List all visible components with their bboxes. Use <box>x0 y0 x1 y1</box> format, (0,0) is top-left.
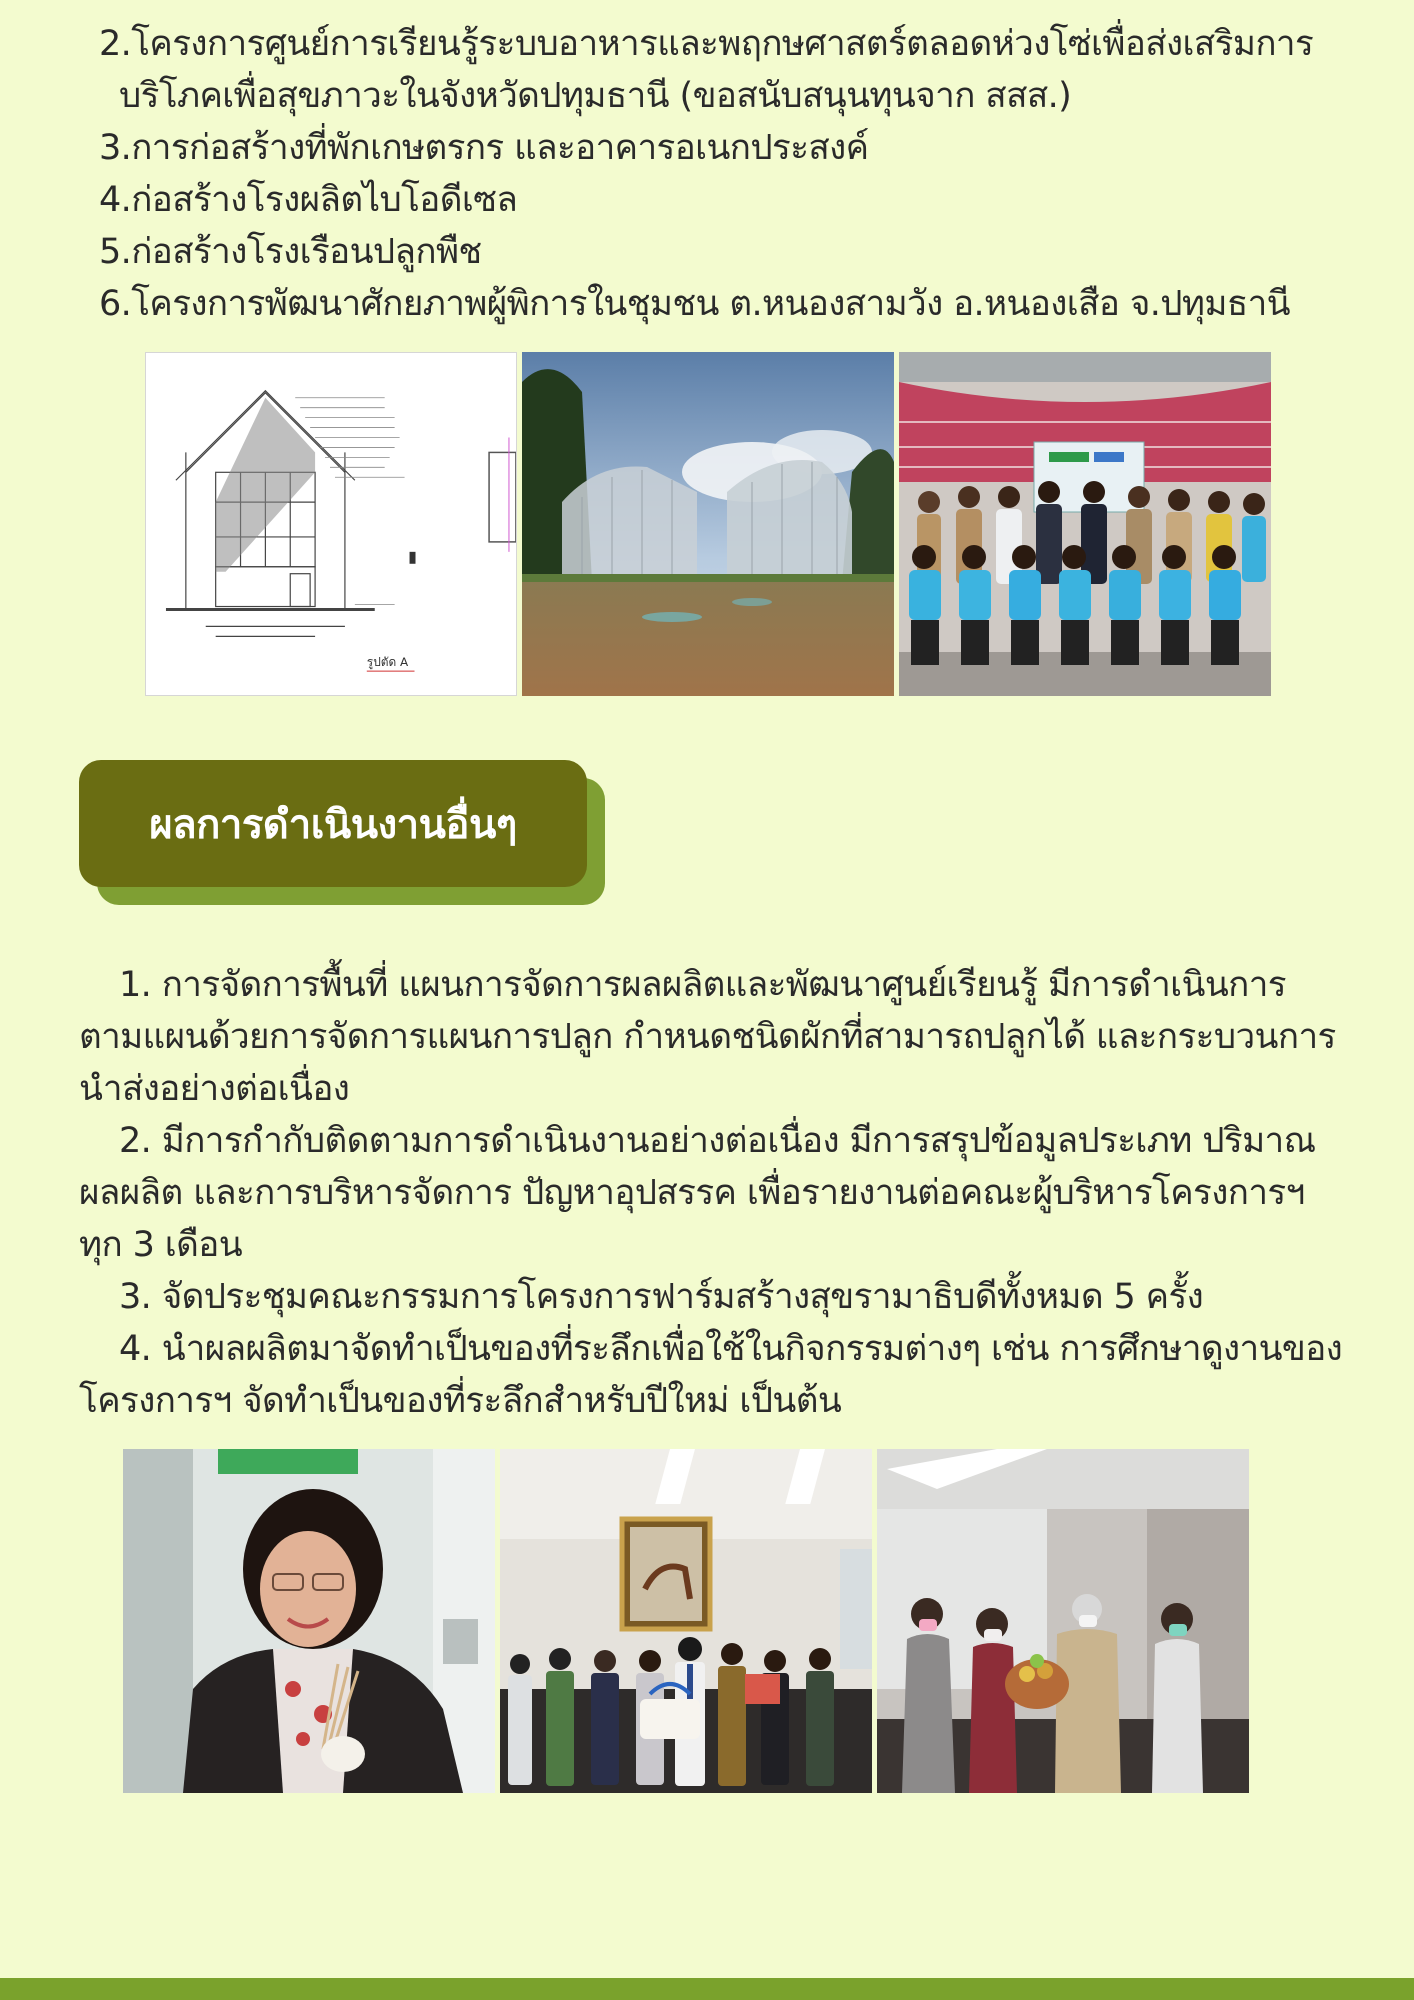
activity-photo-row <box>123 1449 1249 1793</box>
project-item-2 <box>99 18 1359 70</box>
portrait-image <box>123 1449 495 1793</box>
building-section-drawing <box>145 352 517 696</box>
result-paragraph-1: 1. การจัดการพื้นที่ แผนการจัดการผลผลิตและพัฒนาศูนย์เรียนรู้ มีการดำเนินการตามแผนด้วยการจัดการแผนการปลูก กำหนดชนิดผักที่สามารถปลูกได้ และกระบวนการนำส่งอย่างต่อเนื่อง <box>79 965 1336 1109</box>
result-paragraph-3: 3. จัดประชุมคณะกรรมการโครงการฟาร์มสร้างสุขรามาธิบดีทั้งหมด 5 ครั้ง <box>119 1277 1204 1317</box>
results-list <box>79 959 1349 1427</box>
project-item-5 <box>99 226 1359 278</box>
project-item-6 <box>99 278 1359 330</box>
group-photo-image <box>899 352 1271 696</box>
souvenir-portrait-photo <box>123 1449 495 1793</box>
project-item-2-continued <box>99 70 1359 122</box>
section-heading-box <box>79 760 587 887</box>
project-item-text: 6.โครงการพัฒนาศักยภาพผู้พิการในชุมชน ต.หนองสามวัง อ.หนองเสือ จ.ปทุมธานี <box>99 284 1290 324</box>
souvenir-presentation-office-photo <box>500 1449 872 1793</box>
greenhouse-image <box>522 352 894 696</box>
project-item-text: บริโภคเพื่อสุขภาวะในจังหวัดปทุมธานี (ขอสนับสนุนทุนจาก สสส.) <box>119 76 1072 116</box>
section-heading: ผลการดำเนินงานอื่นๆ <box>149 801 517 848</box>
project-item-text: 3.การก่อสร้างที่พักเกษตรกร และอาคารอเนกประสงค์ <box>99 128 869 168</box>
project-item-text: 2.โครงการศูนย์การเรียนรู้ระบบอาหารและพฤกษศาสตร์ตลอดห่วงโซ่เพื่อส่งเสริมการ <box>99 24 1314 64</box>
blueprint-drawing <box>146 353 516 695</box>
result-paragraph-4: 4. นำผลผลิตมาจัดทำเป็นของที่ระลึกเพื่อใช้ในกิจกรรมต่างๆ เช่น การศึกษาดูงานของโครงการฯ จัดทำเป็นของที่ระลึกสำหรับปีใหม่ เป็นต้น <box>79 1329 1343 1421</box>
project-photo-row <box>145 352 1271 696</box>
project-item-text: 4.ก่อสร้างโรงผลิตไบโอดีเซล <box>99 180 518 220</box>
project-item-text: 5.ก่อสร้างโรงเรือนปลูกพืช <box>99 232 482 272</box>
footer-band <box>0 1978 1414 2000</box>
office-image <box>500 1449 872 1793</box>
greenhouse-photo <box>522 352 894 696</box>
section-heading-tag <box>79 760 604 906</box>
project-item-3 <box>99 122 1359 174</box>
project-item-4 <box>99 174 1359 226</box>
group-photo <box>899 352 1271 696</box>
result-paragraph-2: 2. มีการกำกับติดตามการดำเนินงานอย่างต่อเนื่อง มีการสรุปข้อมูลประเภท ปริมาณผลผลิต และการบริหารจัดการ ปัญหาอุปสรรค เพื่อรายงานต่อคณะผู้บริหารโครงการฯ ทุก 3 เดือน <box>79 1121 1316 1265</box>
blueprint-caption: รูปตัด A <box>366 655 409 670</box>
meeting-image <box>877 1449 1249 1793</box>
project-list <box>99 18 1359 330</box>
souvenir-presentation-meeting-photo <box>877 1449 1249 1793</box>
